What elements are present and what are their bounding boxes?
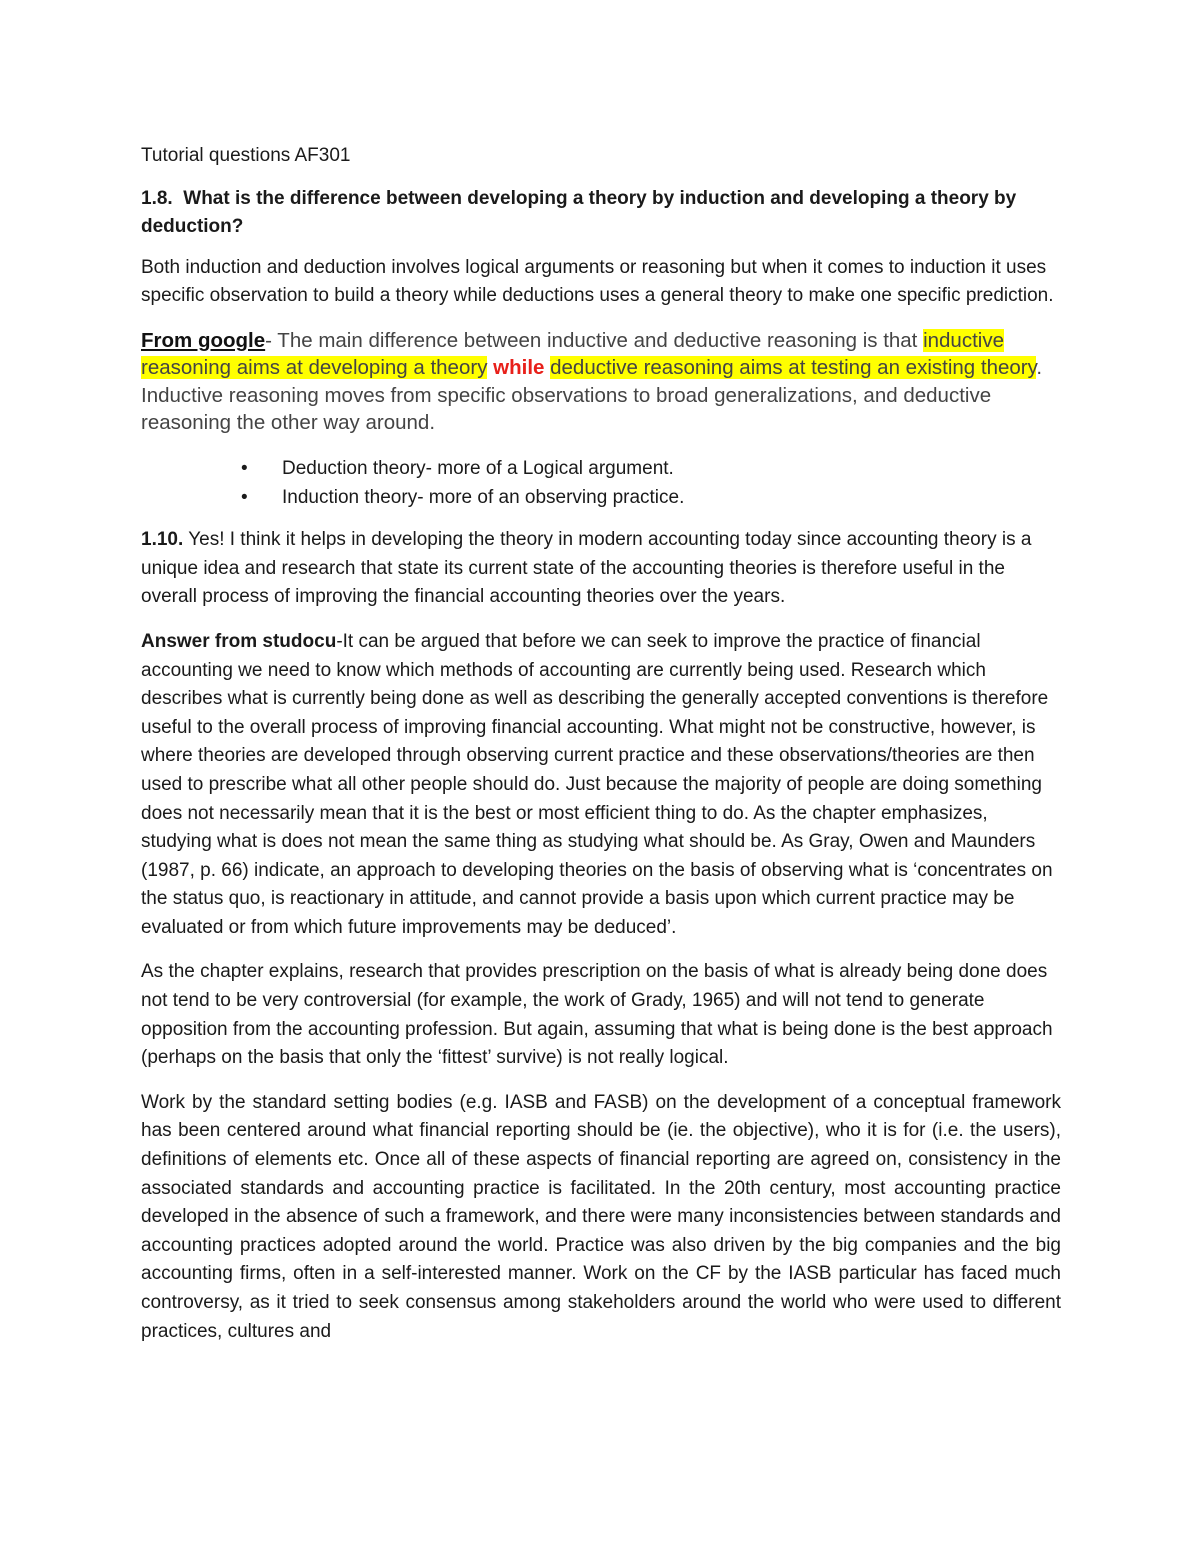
answer-1-8: Both induction and deduction involves logical arguments or reasoning but when it comes to induction it uses specific observation to build a theory while deductions uses a general theory to make one specific prediction. <box>141 256 1054 307</box>
list-item-text: Deduction theory- more of a Logical argument. <box>282 457 674 479</box>
while-word: while <box>493 356 545 380</box>
google-text-rest: . Inductive reasoning moves from specific observations to broad generalizations, and deductive reasoning the other way around. <box>141 356 1043 435</box>
studocu-label: Answer from studocu <box>141 630 337 652</box>
document-body <box>141 142 1061 1362</box>
google-paragraph <box>141 327 1061 437</box>
question-1-8 <box>141 185 1061 242</box>
google-dash: - <box>265 328 278 352</box>
bullet-icon: • <box>241 486 248 508</box>
theory-bullet-list <box>141 455 1061 512</box>
question-number: 1.10. <box>141 529 184 551</box>
chapter-paragraph: As the chapter explains, research that provides prescription on the basis of what is already being done does not tend to be very controversial (for example, the work of Grady, 1965) and will not tend to generate opposition from the accounting profession. But again, assuming that what is being done is the best approach (perhaps on the basis that only the ‘fittest’ survive) is not really logical. <box>141 961 1053 1069</box>
google-text-intro: The main difference between inductive and deductive reasoning is that <box>277 328 924 352</box>
highlight-deductive: deductive reasoning aims at testing an existing theory <box>550 356 1037 380</box>
question-text: What is the difference between developing a theory by induction and developing a theory by deduction? <box>141 187 1017 238</box>
bullet-icon: • <box>241 457 248 479</box>
list-item <box>141 455 1061 484</box>
list-item-text: Induction theory- more of an observing practice. <box>282 486 685 508</box>
highlight-inductive: inductive reasoning aims at developing a theory <box>141 328 1004 380</box>
answer-1-10 <box>141 526 1061 612</box>
studocu-paragraph <box>141 628 1061 943</box>
work-paragraph: Work by the standard setting bodies (e.g. IASB and FASB) on the development of a conceptual framework has been centered around what financial reporting should be (ie. the objective), who it is for (i.e. the users), definitions of elements etc. Once all of these aspects of financial reporting are agreed on, consistency in the associated standards and accounting practice is facilitated. In the 20th century, most accounting practice developed in the absence of such a framework, and there were many inconsistencies between standards and accounting practices adopted around the world. Practice was also driven by the big companies and the big accounting firms, often in a self-interested manner. Work on the CF by the IASB particular has faced much controversy, as it tried to seek consensus among stakeholders around the world who were used to different practices, cultures and <box>141 1091 1061 1342</box>
question-number: 1.8. <box>141 187 173 209</box>
document-title: Tutorial questions AF301 <box>141 145 351 166</box>
answer-text: Yes! I think it helps in developing the theory in modern accounting today since accounting theory is a unique idea and research that state its current state of the accounting theories is therefore useful in the overall process of improving the financial accounting theories over the years. <box>141 529 1032 608</box>
google-label: From google <box>141 328 266 352</box>
studocu-text: -It can be argued that before we can seek to improve the practice of financial accounting we need to know which methods of accounting are currently being used. Research which describes what is currently being done as well as describing the generally accepted conventions is therefore useful to the overall process of improving financial accounting. What might not be constructive, however, is where theories are developed through observing current practice and these observations/theories are then used to prescribe what all other people should do. Just because the majority of people are doing something does not necessarily mean that it is the best or most efficient thing to do. As the chapter emphasizes, studying what is does not mean the same thing as studying what should be. As Gray, Owen and Maunders (1987, p. 66) indicate, an approach to developing theories on the basis of observing what is ‘concentrates on the status quo, is reactionary in attitude, and cannot provide a basis upon which current practice may be evaluated or from which future improvements may be deduced’. <box>141 630 1053 938</box>
list-item <box>141 484 1061 513</box>
